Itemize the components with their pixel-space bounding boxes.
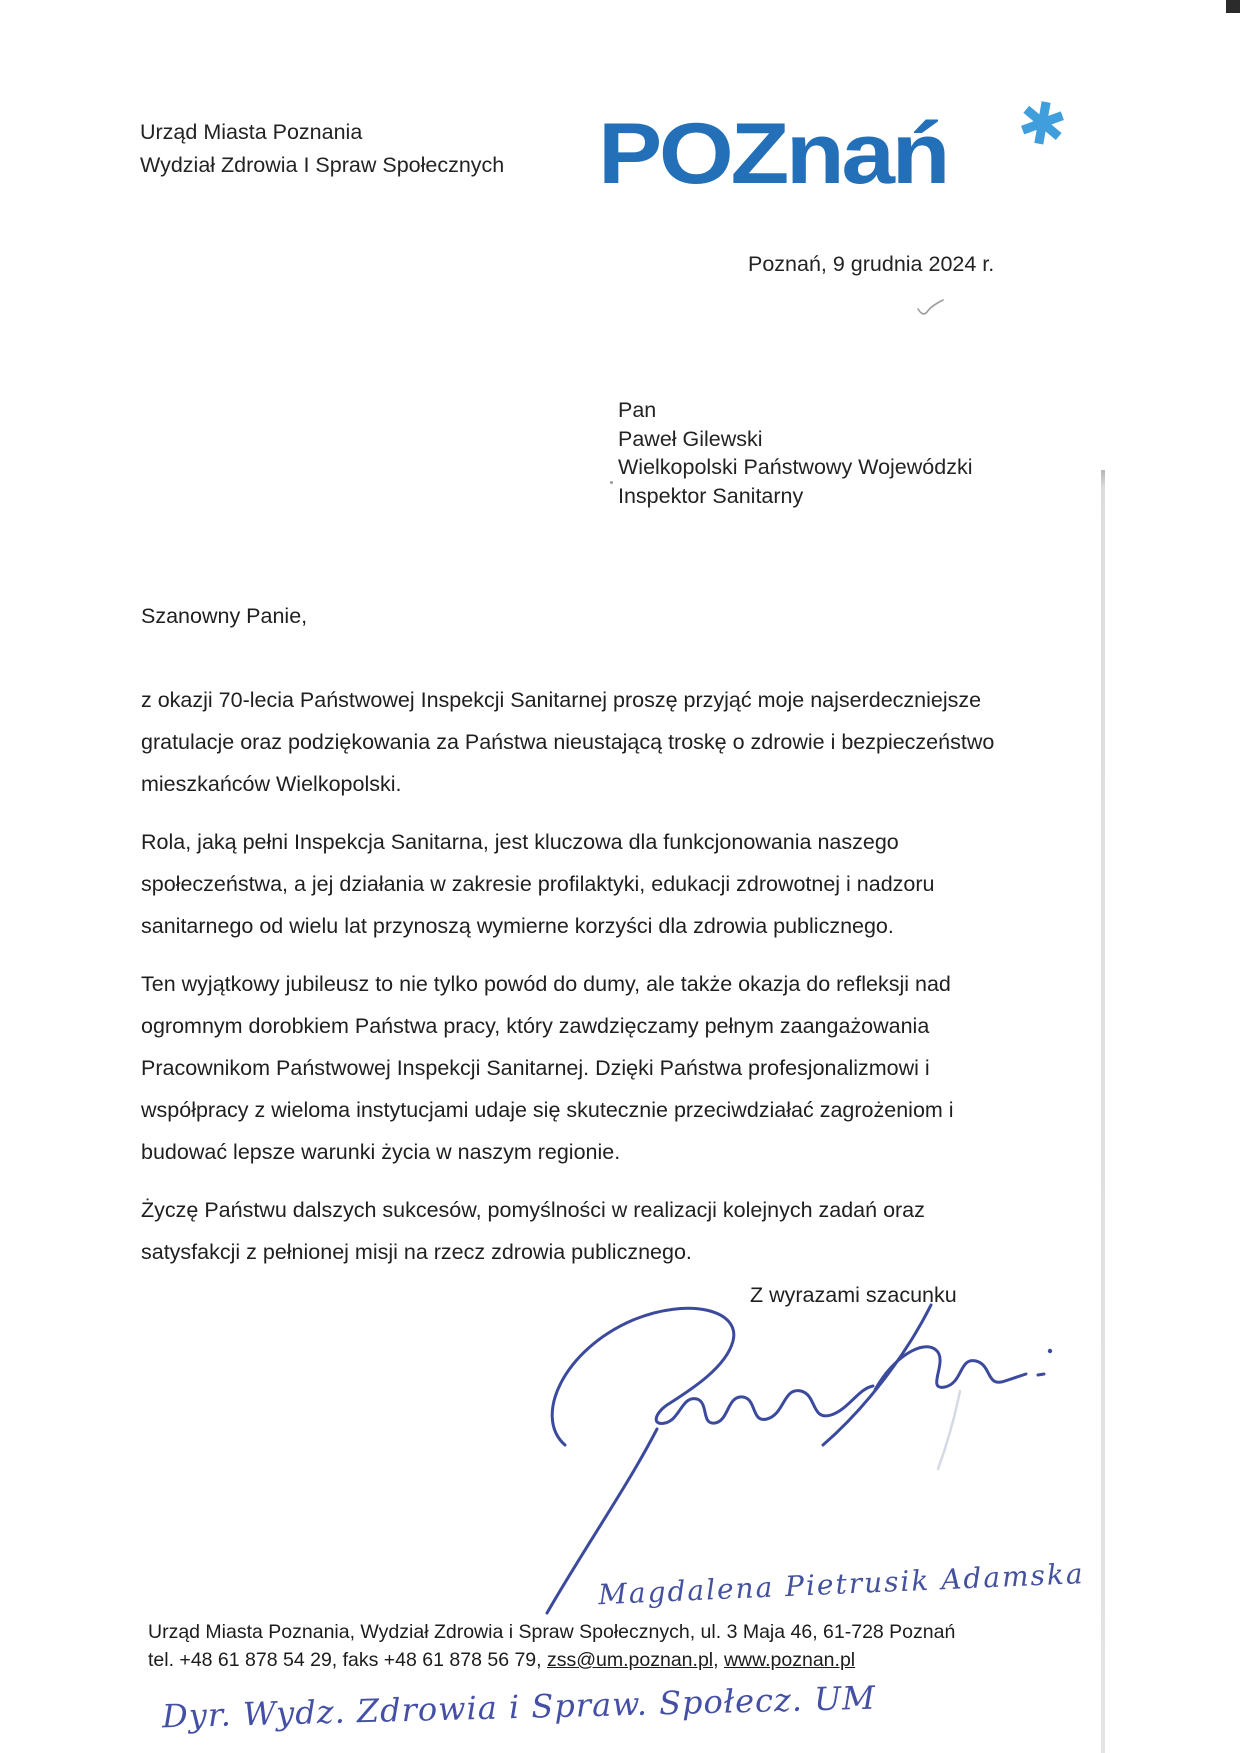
body-line: ogromnym dorobkiem Państwa pracy, który zawdzięczamy pełnym zaangażowania bbox=[141, 1014, 930, 1038]
body-line: z okazji 70-lecia Państwowej Inspekcji Sanitarnej proszę przyjąć moje najserdeczniejsze bbox=[141, 688, 982, 712]
handwritten-signer-name: Magdalena Pietrusik Adamska bbox=[597, 1557, 1086, 1612]
recipient-role-line2: Inspektor Sanitarny bbox=[618, 483, 804, 508]
body-line: współpracy z wieloma instytucjami udaje się skutecznie przeciwdziałać zagrożeniom i bbox=[141, 1098, 954, 1122]
recipient-block bbox=[618, 396, 972, 510]
scan-speck bbox=[610, 481, 613, 484]
body-line: społeczeństwa, a jej działania w zakresie profilaktyki, edukacji zdrowotnej i nadzoru bbox=[141, 872, 935, 896]
paragraph-1 bbox=[141, 679, 1046, 805]
poznan-logo-star-icon: ✱ bbox=[1012, 88, 1072, 161]
footer-phone-fax: tel. +48 61 878 54 29, faks +48 61 878 56 79, bbox=[148, 1649, 547, 1671]
body-line: Rola, jaką pełni Inspekcja Sanitarna, jest kluczowa dla funkcjonowania naszego bbox=[141, 830, 899, 854]
handwritten-tick-mark bbox=[915, 296, 947, 320]
sender-block bbox=[140, 116, 504, 182]
footer-website-link: www.poznan.pl bbox=[723, 1649, 856, 1671]
body-line: sanitarnego od wielu lat przynoszą wymierne korzyści dla zdrowia publicznego. bbox=[141, 914, 894, 938]
body-line: gratulacje oraz podziękowania za Państwa nieustającą troskę o zdrowie i bezpieczeństwo bbox=[141, 730, 995, 754]
body-line: budować lepsze warunki życia w naszym regionie. bbox=[141, 1140, 621, 1164]
handwritten-department-note: Dyr. Wydz. Zdrowia i Spraw. Społecz. UM bbox=[161, 1678, 877, 1736]
paragraph-2 bbox=[141, 821, 1046, 947]
body-line: mieszkańców Wielkopolski. bbox=[141, 772, 402, 796]
body-line: Ten wyjątkowy jubileusz to nie tylko powód do dumy, ale także okazja do refleksji nad bbox=[141, 972, 951, 996]
recipient-title: Pan bbox=[618, 398, 657, 422]
recipient-role-line1: Wielkopolski Państwowy Wojewódzki bbox=[618, 455, 973, 479]
closing-phrase: Z wyrazami szacunku bbox=[750, 1283, 957, 1307]
dateline: Poznań, 9 grudnia 2024 r. bbox=[748, 252, 995, 276]
scan-edge-line bbox=[1101, 470, 1105, 1753]
footer-separator: , bbox=[713, 1649, 724, 1671]
body-line: Pracownikom Państwowej Inspekcji Sanitarnej. Dzięki Państwa profesjonalizmowi i bbox=[141, 1056, 930, 1080]
scan-corner-artifact bbox=[1226, 0, 1240, 13]
paragraph-4 bbox=[141, 1189, 1046, 1273]
paragraph-3 bbox=[141, 963, 1046, 1173]
sender-organization: Urząd Miasta Poznania bbox=[140, 120, 363, 144]
letter-body bbox=[141, 679, 1046, 1289]
footer-contact-line bbox=[148, 1646, 955, 1674]
poznan-logo-text: POZnań bbox=[598, 106, 948, 202]
salutation: Szanowny Panie, bbox=[141, 604, 308, 628]
body-line: Życzę Państwu dalszych sukcesów, pomyślności w realizacji kolejnych zadań oraz bbox=[141, 1198, 925, 1222]
footer-block bbox=[148, 1618, 955, 1674]
footer-address-line: Urząd Miasta Poznania, Wydział Zdrowia i Spraw Społecznych, ul. 3 Maja 46, 61-728 Poznań bbox=[148, 1621, 956, 1643]
sender-department: Wydział Zdrowia I Spraw Społecznych bbox=[140, 153, 505, 177]
body-line: satysfakcji z pełnionej misji na rzecz zdrowia publicznego. bbox=[141, 1240, 692, 1264]
recipient-name: Paweł Gilewski bbox=[618, 426, 763, 451]
poznan-logo bbox=[598, 88, 1078, 214]
footer-email-link: zss@um.poznan.pl bbox=[547, 1649, 714, 1671]
